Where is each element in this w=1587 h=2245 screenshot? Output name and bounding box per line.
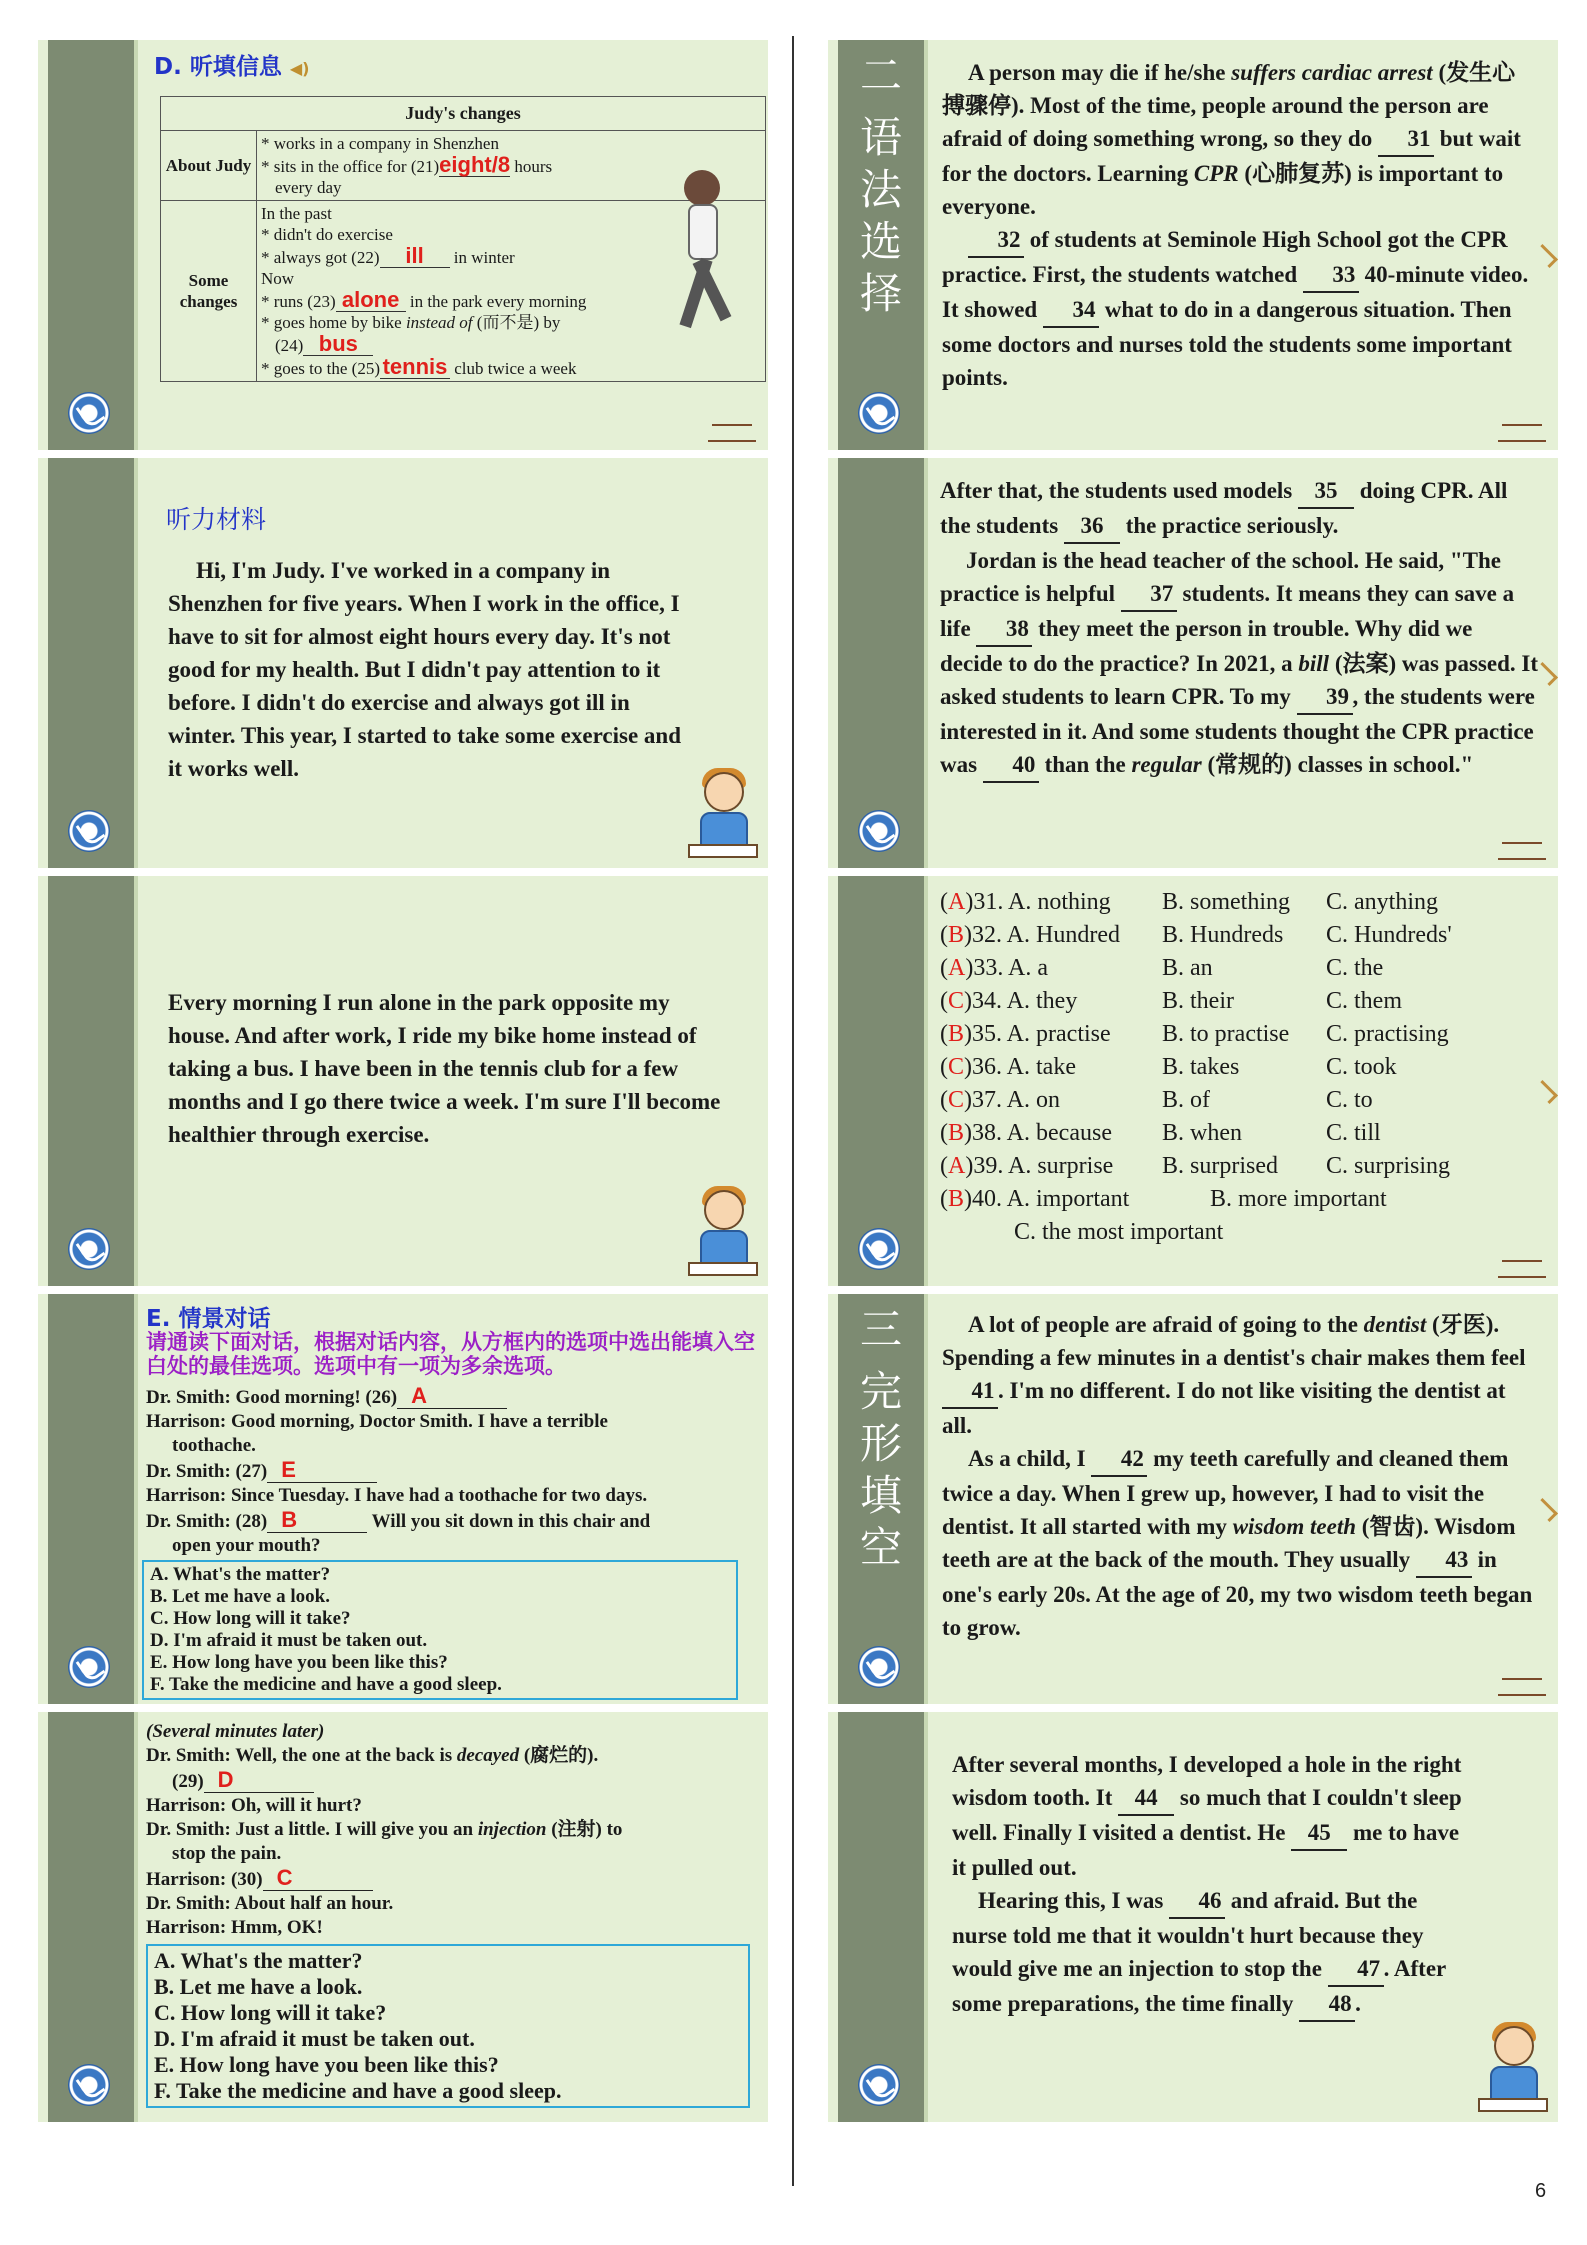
slide-sidebar	[48, 1712, 134, 2122]
some-changes-label: Some changes	[161, 201, 257, 382]
book-icon	[1498, 1674, 1546, 1696]
mcq-row-35: (B)35. A. practise B. to practise C. practising	[940, 1021, 1449, 1047]
mcq-row-40: (B)40. A. important B. more important	[940, 1186, 1387, 1212]
some-changes-cell: In the past * didn't do exercise * always got (22) ill in winter Now * runs (23) alone in the park every morning * goes home by bike instead of (而不是) by (24) bus * goes to the (25) tennis club twice a week	[257, 201, 766, 382]
mcq-row-32: (B)32. A. Hundred B. Hundreds C. Hundreds'	[940, 922, 1452, 948]
slide-sidebar	[838, 1712, 924, 2122]
blank-33: 33	[1303, 258, 1359, 293]
slide-listening-table	[38, 40, 768, 450]
answer-22: ill	[380, 245, 450, 268]
school-logo-icon	[858, 1646, 900, 1688]
multiple-choice-list: (A)31. A. nothing B. something C. anything (B)32. A. Hundred B. Hundreds C. Hundreds' (A)33. A. a B. an C. the (C)34. A. they B. their C. them (B)35. A. practise B. to practise C. practising (C)36. A. take B. takes C. took (C)37. A. on B. of C. to (B)38. A. because B. when C. till (A)39. A. surprise B. surprised C. surprising (B)40. A. important B. more important C. the most important	[940, 886, 1452, 1249]
answer-29: D	[204, 1768, 314, 1793]
instruction-text: 请通读下面对话，根据对话内容，从方框内的选项中选出能填入空白处的最佳选项。选项中有一项为多余选项。	[146, 1330, 755, 1378]
blank-39: 39	[1297, 680, 1353, 715]
slide-sidebar	[48, 458, 134, 868]
blank-35: 35	[1298, 474, 1354, 509]
blank-34: 34	[1043, 293, 1099, 328]
slide-cloze-1	[828, 1294, 1558, 1704]
slide-sidebar	[48, 1294, 134, 1704]
blank-45: 45	[1291, 1816, 1347, 1851]
cloze-passage-2: After several months, I developed a hole in the right wisdom tooth. It 44 so much that I couldn't sleep well. Finally I visited a dentist. He 45 me to have it pulled out. Hearing this, I was 46 and afraid. But the nurse told me that it wouldn't hurt because they would give me an injection to stop the 47 . After some preparations, the time finally 48 .	[952, 1748, 1472, 2022]
page-divider	[792, 36, 794, 2186]
blank-43: 43	[1416, 1543, 1472, 1578]
blank-46: 46	[1169, 1884, 1225, 1919]
blank-36: 36	[1064, 509, 1120, 544]
school-logo-icon	[858, 2064, 900, 2106]
cloze-passage: A lot of people are afraid of going to the dentist (牙医). Spending a few minutes in a dentist's chair makes them feel 41 . I'm no different. I do not like visiting the dentist at all. As a child, I 42 my teeth carefully and cleaned them twice a day. When I grew up, however, I had to visit the dentist. It all started with my wisdom teeth (智齿). Wisdom teeth are at the back of the mouth. They usually 43 in one's early 20s. At the age of 20, my two wisdom teeth began to grow.	[942, 1312, 1533, 1640]
slide-grammar-answers	[828, 876, 1558, 1286]
slide-sidebar	[48, 876, 134, 1286]
school-logo-icon	[68, 1646, 110, 1688]
slide-dialogue-2	[38, 1712, 768, 2122]
about-judy-label: About Judy	[161, 131, 257, 201]
options-box: A. What's the matter? B. Let me have a look. C. How long will it take? D. I'm afraid it must be taken out. E. How long have you been like this? F. Take the medicine and have a good sleep.	[142, 1560, 738, 1700]
answer-28: B	[267, 1508, 367, 1533]
grammar-passage-2: After that, the students used models 35 doing CPR. All the students 36 the practice seriously. Jordan is the head teacher of the school. He said, "The practice is helpful 37 students. It means they can save a life 38 they meet the person in trouble. Why did we decide to do the practice? In 2021, a bill (法案) was passed. It asked students to learn CPR. To my 39 , the students were interested in it. And some students thought the CPR practice was 40 than the regular (常规的) classes in school."	[940, 474, 1540, 783]
blank-38: 38	[976, 612, 1032, 647]
blank-44: 44	[1118, 1781, 1174, 1816]
slide-listening-script	[38, 458, 768, 868]
section-title: E. 情景对话	[146, 1306, 271, 1332]
mcq-row-38: (B)38. A. because B. when C. till	[940, 1120, 1381, 1146]
blank-31: 31	[1378, 122, 1434, 157]
listening-text: Hi, I'm Judy. I've worked in a company in Shenzhen for five years. When I work in the office, I have to sit for almost eight hours every day. It's not good for my health. But I didn't pay attention to it before. I didn't do exercise and always got ill in winter. This year, I started to take some exercise and it works well.	[168, 558, 681, 781]
school-logo-icon	[68, 2064, 110, 2106]
answer-23: alone	[336, 289, 406, 312]
slide-sidebar	[48, 40, 134, 450]
blank-37: 37	[1121, 577, 1177, 612]
slide-sidebar	[838, 876, 924, 1286]
mcq-row-33: (A)33. A. a B. an C. the	[940, 955, 1384, 981]
boy-student-illustration	[1478, 2020, 1548, 2116]
slide-grammar-1	[828, 40, 1558, 450]
speaker-icon[interactable]: ◀)	[289, 59, 310, 78]
answer-24: bus	[303, 333, 373, 356]
blank-41: 41	[942, 1374, 998, 1409]
answer-25: tennis	[380, 356, 450, 379]
blank-32: 32	[968, 223, 1024, 258]
blank-47: 47	[1328, 1952, 1384, 1987]
dialogue-text: (Several minutes later) Dr. Smith: Well, the one at the back is decayed (腐烂的). (29) D Harrison: Oh, will it hurt? Dr. Smith: Just a little. I will give you an injection (注射) to stop the pain. Harrison: (30) C Dr. Smith: About half an hour. Harrison: Hmm, OK!	[146, 1721, 623, 1938]
school-logo-icon	[68, 1228, 110, 1270]
answer-21: eight/8	[439, 152, 511, 177]
slide-listening-script-2	[38, 876, 768, 1286]
book-icon	[708, 420, 756, 442]
section-vertical-title: 三 完 形 填 空	[859, 1305, 902, 1572]
blank-40: 40	[983, 748, 1039, 783]
blank-48: 48	[1299, 1987, 1355, 2022]
page-number: 6	[1535, 2180, 1547, 2202]
slide-grammar-2	[828, 458, 1558, 868]
about-judy-cell: * works in a company in Shenzhen * sits in the office for (21)eight/8 hours every day	[257, 131, 766, 201]
slide-sidebar	[838, 458, 924, 868]
answer-30: C	[263, 1866, 373, 1891]
school-logo-icon	[68, 810, 110, 852]
boy-student-illustration	[688, 1184, 758, 1280]
school-logo-icon	[858, 810, 900, 852]
listening-text-2: Every morning I run alone in the park opposite my house. And after work, I ride my bike home instead of taking a bus. I have been in the tennis club for a few months and I go there twice a week. I'm sure I'll become healthier through exercise.	[168, 990, 721, 1147]
mcq-row-39: (A)39. A. surprise B. surprised C. surprising	[940, 1153, 1451, 1179]
section-vertical-title: 二 语 法 选 择	[859, 51, 902, 318]
blank-42: 42	[1091, 1442, 1147, 1477]
listening-material-title: 听力材料	[166, 505, 267, 534]
mcq-row-37: (C)37. A. on B. of C. to	[940, 1087, 1373, 1113]
slide-dialogue-1	[38, 1294, 768, 1704]
answer-26: A	[397, 1384, 507, 1409]
grammar-passage: A person may die if he/she suffers cardiac arrest (发生心搏骤停). Most of the time, people around the person are afraid of doing something wrong, so they do 31 but wait for the doctors. Learning CPR (心肺复苏) is important to everyone. 32 of students at Seminole High School got the CPR practice. First, the students watched 33 40-minute video. It showed 34 what to do in a dangerous situation. Then some doctors and nurses told the students some important points.	[942, 60, 1529, 390]
book-icon	[1498, 420, 1546, 442]
school-logo-icon	[858, 1228, 900, 1270]
dialogue-text: Dr. Smith: Good morning! (26) A Harrison: Good morning, Doctor Smith. I have a terrible toothache. Dr. Smith: (27) E Harrison: Since Tuesday. I have had a toothache for two days. Dr. Smith: (28) B Will you sit down in this chair and open your mouth?	[146, 1383, 651, 1556]
school-logo-icon	[858, 392, 900, 434]
boy-student-illustration	[688, 766, 758, 862]
options-box: A. What's the matter? B. Let me have a look. C. How long will it take? D. I'm afraid it must be taken out. E. How long have you been like this? F. Take the medicine and have a good sleep.	[146, 1944, 750, 2108]
section-title: D. 听填信息 ◀)	[154, 54, 310, 80]
school-logo-icon	[68, 392, 110, 434]
mcq-row-34: (C)34. A. they B. their C. them	[940, 988, 1402, 1014]
mcq-row-31: (A)31. A. nothing B. something C. anything	[940, 889, 1438, 915]
answer-27: E	[267, 1458, 377, 1483]
table-title: Judy's changes	[161, 97, 766, 131]
book-icon	[1498, 838, 1546, 860]
book-icon	[1498, 1256, 1546, 1278]
mcq-row-36: (C)36. A. take B. takes C. took	[940, 1054, 1397, 1080]
running-woman-illustration	[662, 170, 742, 350]
slide-cloze-2	[828, 1712, 1558, 2122]
